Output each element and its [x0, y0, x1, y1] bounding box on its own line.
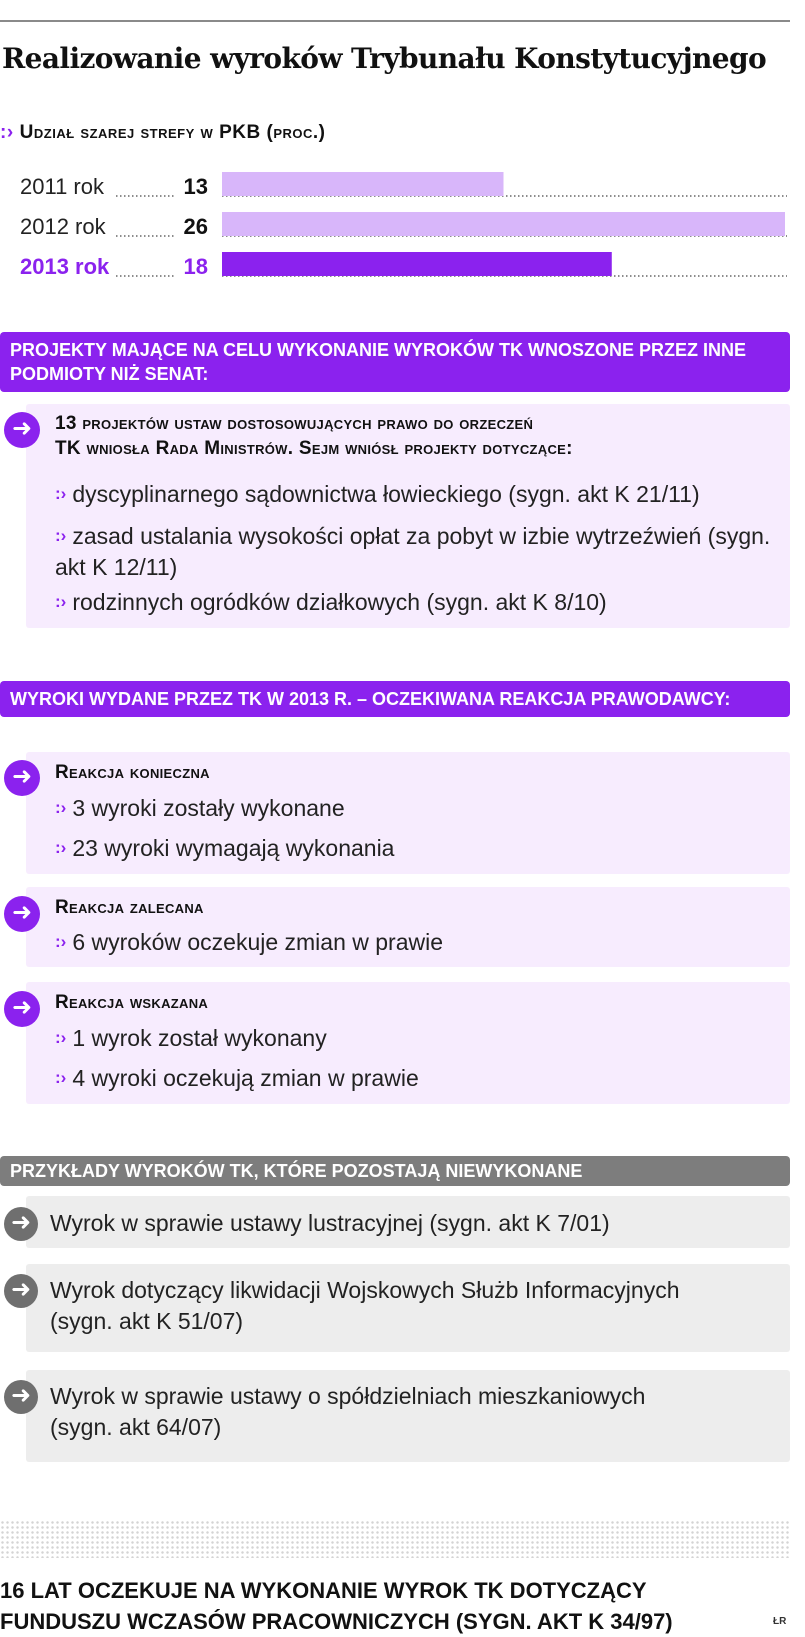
dotted-arrow-icon: :›: [55, 484, 67, 503]
circle-arrow-right-icon: ➜: [4, 1274, 38, 1308]
dotted-separator: [0, 1520, 790, 1558]
list-item: :› 3 wyroki zostały wykonane: [55, 795, 345, 821]
chart-title: [0, 122, 326, 144]
bar: [222, 172, 504, 196]
circle-arrow-right-icon: ➜: [4, 760, 40, 796]
reaction-title: Reakcja zalecana: [55, 897, 204, 918]
bar: [222, 212, 785, 236]
dotted-arrow-icon: :›: [55, 1068, 67, 1087]
section1-intro: 13 projektów ustaw dostosowujących prawo do orzeczeń TK wniosła Rada Ministrów. Sejm wniósł projekty dotyczące:: [55, 413, 573, 459]
category-label: 2012 rok: [20, 214, 106, 239]
top-rule: [0, 20, 790, 22]
circle-arrow-right-icon: ➜: [4, 1207, 38, 1241]
page-title: Realizowanie wyroków Trybunału Konstytucyjnego: [2, 42, 767, 75]
reaction-title: Reakcja konieczna: [55, 762, 210, 783]
dotted-arrow-icon: :›: [55, 838, 67, 857]
section1-header: PROJEKTY MAJĄCE NA CELU WYKONANIE WYROKÓW TK WNOSZONE PRZEZ INNE PODMIOTY NIŻ SENAT:: [0, 332, 790, 392]
category-label: 2013 rok: [20, 254, 110, 279]
reaction-title: Reakcja wskazana: [55, 992, 209, 1013]
unexecuted-item: Wyrok dotyczący likwidacji Wojskowych Służb Informacyjnych (sygn. akt K 51/07): [50, 1277, 680, 1334]
circle-arrow-right-icon: ➜: [4, 412, 40, 448]
list-item: :› 23 wyroki wymagają wykonania: [55, 835, 395, 861]
chart-title-text: Udział szarej strefy w PKB (proc.): [19, 122, 326, 143]
source-credit: ŁR: [773, 1616, 787, 1627]
list-item: :› 4 wyroki oczekują zmian w prawie: [55, 1065, 419, 1091]
dotted-arrow-icon: :›: [55, 1028, 67, 1047]
list-item: :› dyscyplinarnego sądownictwa łowieckiego (sygn. akt K 21/11): [55, 481, 700, 507]
value-label: 18: [183, 254, 208, 279]
dotted-arrow-icon: :›: [0, 122, 14, 143]
circle-arrow-right-icon: ➜: [4, 991, 40, 1027]
bottom-note: 16 LAT OCZEKUJE NA WYKONANIE WYROK TK DOTYCZĄCY FUNDUSZU WCZASÓW PRACOWNICZYCH (SYGN. AKT K 34/97): [0, 1578, 673, 1634]
bar-chart: [0, 160, 805, 290]
value-label: 26: [183, 214, 208, 239]
section2-header: WYROKI WYDANE PRZEZ TK W 2013 R. – OCZEKIWANA REAKCJA PRAWODAWCY:: [0, 681, 790, 717]
dotted-arrow-icon: :›: [55, 592, 67, 611]
list-item: :› 1 wyrok został wykonany: [55, 1025, 327, 1051]
dotted-arrow-icon: :›: [55, 798, 67, 817]
list-item: :› rodzinnych ogródków działkowych (sygn. akt K 8/10): [55, 589, 607, 615]
category-label: 2011 rok: [20, 174, 104, 199]
value-label: 13: [183, 174, 208, 199]
dotted-arrow-icon: :›: [55, 526, 67, 545]
section3-header: PRZYKŁADY WYROKÓW TK, KTÓRE POZOSTAJĄ NIEWYKONANE: [0, 1156, 790, 1186]
list-item: :› 6 wyroków oczekuje zmian w prawie: [55, 929, 444, 955]
circle-arrow-right-icon: ➜: [4, 896, 40, 932]
dotted-arrow-icon: :›: [55, 932, 67, 951]
circle-arrow-right-icon: ➜: [4, 1380, 38, 1414]
unexecuted-item: Wyrok w sprawie ustawy lustracyjnej (sygn. akt K 7/01): [50, 1210, 610, 1236]
unexecuted-item: Wyrok w sprawie ustawy o spółdzielniach mieszkaniowych (sygn. akt 64/07): [50, 1383, 646, 1440]
bar: [222, 252, 612, 276]
list-item: :› zasad ustalania wysokości opłat za pobyt w izbie wytrzeźwień (sygn. akt K 12/11): [55, 523, 771, 580]
